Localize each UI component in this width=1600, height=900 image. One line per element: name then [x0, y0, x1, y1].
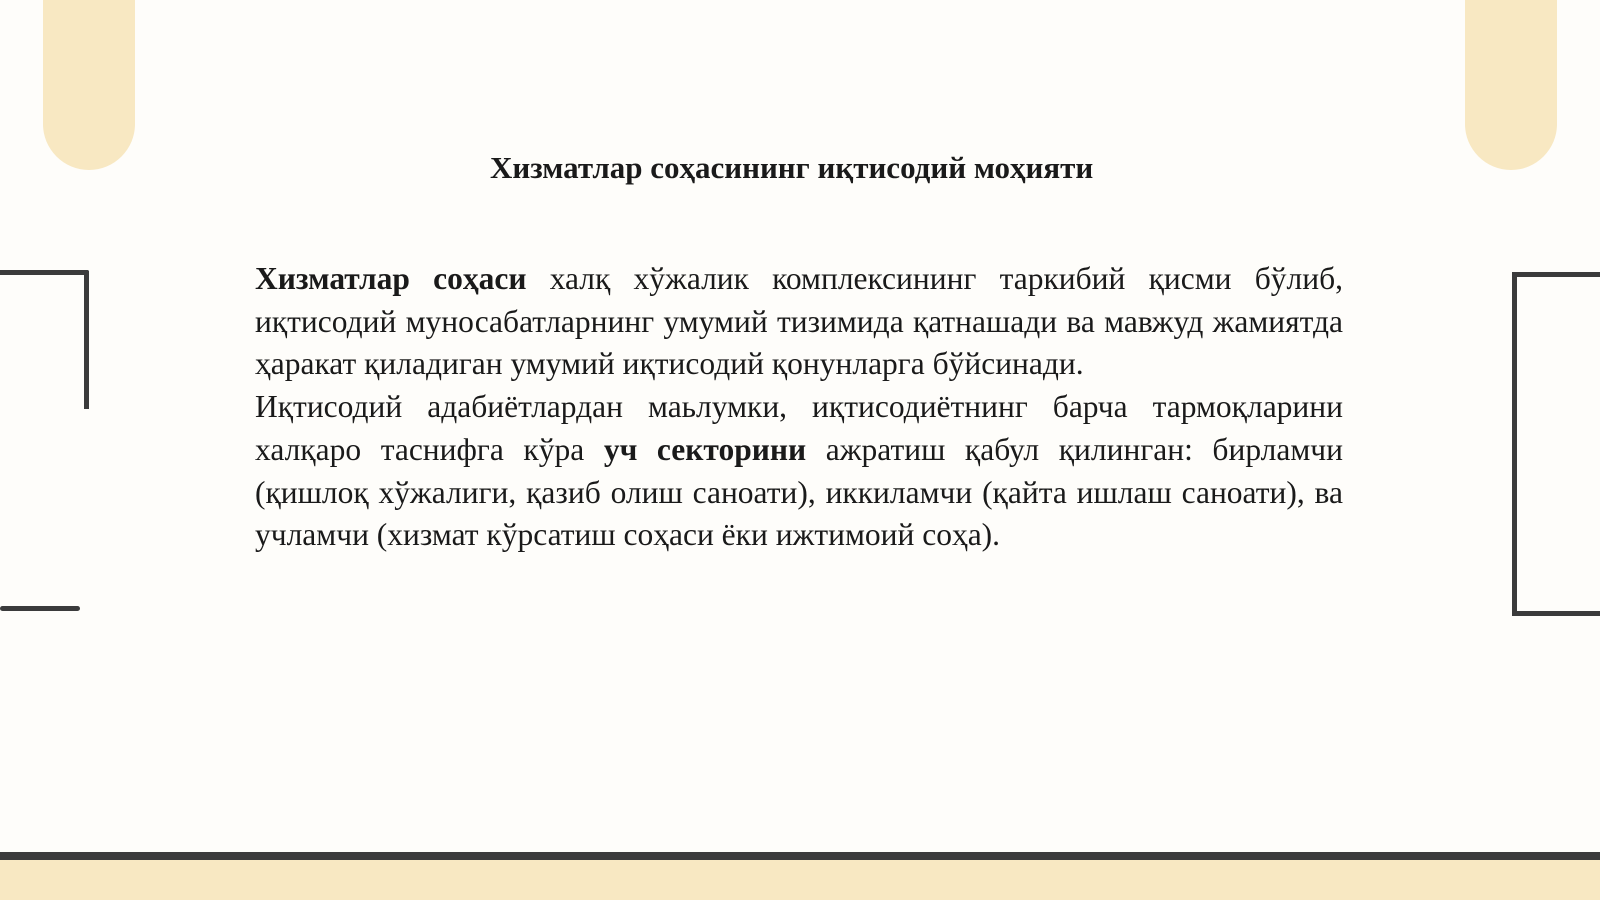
slide-title: Хизматлар соҳасининг иқтисодий моҳияти: [490, 150, 1094, 185]
paragraph-1-bold-lead: Хизматлар соҳаси: [255, 261, 527, 296]
paragraph-1: [255, 258, 1343, 386]
bottom-divider-line: [0, 852, 1600, 860]
slide-body: [255, 258, 1343, 557]
paragraph-2-text-start: Иқтисодий адабиётлардан маьлумки, иқтисодиётнинг барча тармоқларини халқаро таснифга кўра: [255, 389, 1343, 467]
frame-bracket-right: [1512, 272, 1600, 616]
decorative-pill-right: [1465, 0, 1557, 170]
bottom-accent-band: [0, 860, 1600, 900]
paragraph-2-text-end: ажратиш қабул қилинган: бирламчи (қишлоқ хўжалиги, қазиб олиш саноати), иккиламчи (қайта ишлаш саноати), ва учламчи (хизмат кўрсатиш соҳаси ёки ижтимоий соҳа).: [255, 431, 1343, 553]
paragraph-2: [255, 386, 1343, 557]
frame-bracket-left-bottom: [0, 606, 80, 611]
paragraph-2-bold: уч секторини: [603, 431, 807, 467]
frame-bracket-left-top: [0, 270, 89, 409]
decorative-pill-left: [43, 0, 135, 170]
paragraph-1-text: халқ хўжалик комплексининг таркибий қисми бўлиб, иқтисодий муносабатларнинг умумий тизимида қатнашади ва мавжуд жамиятда ҳаракат қиладиган умумий иқтисодий қонунларга бўйсинади.: [255, 261, 1343, 382]
